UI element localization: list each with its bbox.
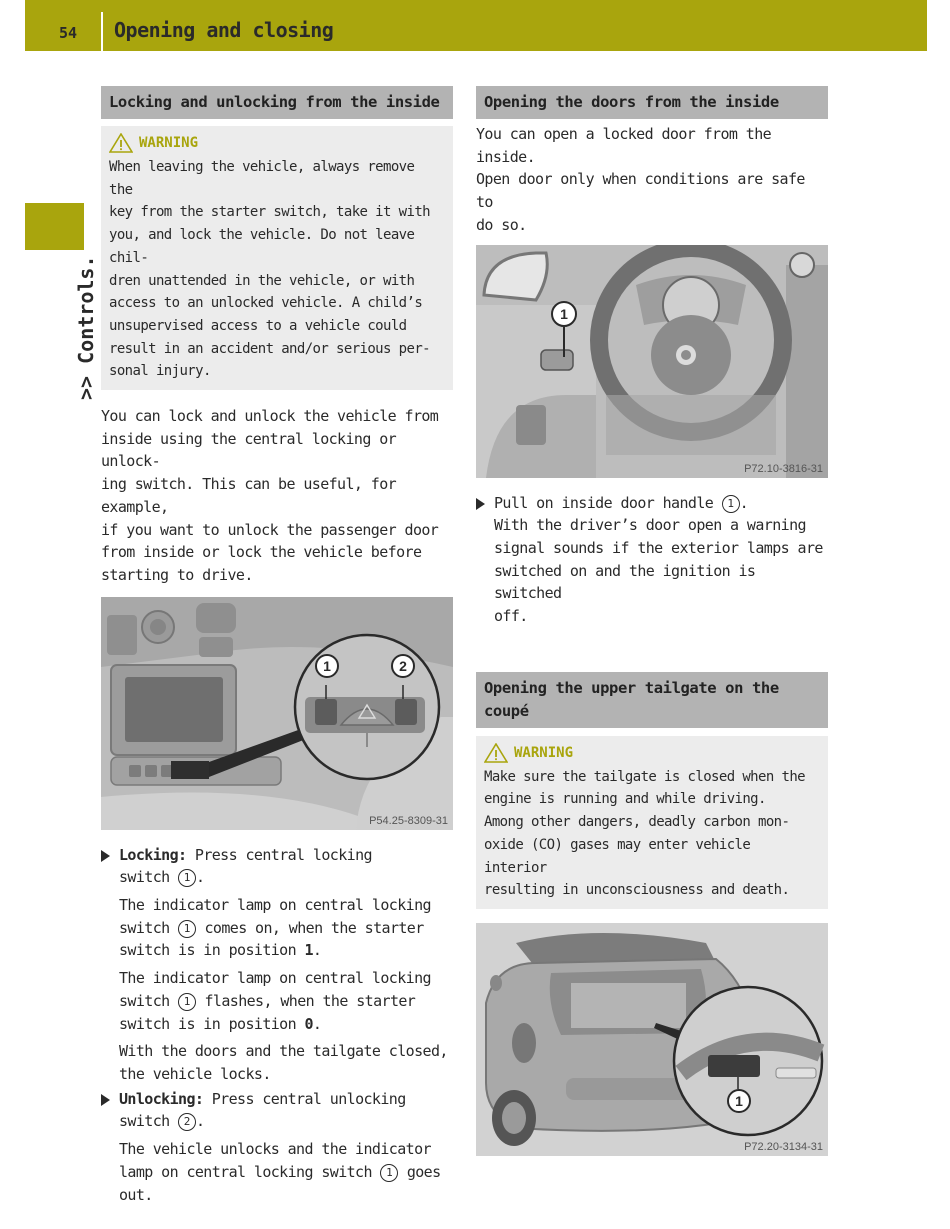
intro-paragraph-right [476,123,828,237]
text-line: inside using the central locking or unlock- [101,429,397,471]
figure-reference: P72.10-3816-31 [744,462,823,475]
text-line: You can lock and unlock the vehicle from [101,407,439,426]
warning-title [484,742,820,764]
callout-1 [727,1089,751,1113]
heading-line: coupé [484,701,529,720]
text-line: out. [119,1185,153,1204]
circled-number: 1 [178,920,196,938]
circled-number: 1 [380,1164,398,1182]
section-heading-locking: Locking and unlocking from the inside [101,86,453,119]
warning-line: sonal injury. [109,363,211,380]
text-line: signal sounds if the exterior lamps are [494,538,823,557]
circled-number: 1 [178,869,196,887]
step-pull-handle: Pull on inside door handle 1 . With the driver’s door open a warning signal sounds if the exterior lamps are switched on and the ignition is switched off. [476,492,828,628]
callout-1 [315,654,339,678]
warning-triangle-icon [484,743,508,763]
step-unlocking: Unlocking: Press central unlocking switch 2 . The vehicle unlocks and the indicator lamp on central locking switch 1 goes out. [101,1088,453,1207]
warning-line: you, and lock the vehicle. Do not leave chil- [109,227,415,266]
warning-line: Among other dangers, deadly carbon mon- [484,814,790,831]
position-value: 1 [304,941,313,960]
text-line: The vehicle unlocks and the indicator [119,1140,431,1159]
text-line: goes [406,1162,441,1181]
text-line: switch is in position [119,1014,297,1033]
warning-box-left [101,126,453,390]
text-line: switch [119,918,170,937]
callout-2 [391,654,415,678]
warning-line: Make sure the tailgate is closed when the [484,768,805,785]
warning-line: dren unattended in the vehicle, or with [109,272,415,289]
text-line: comes on, when the starter [204,918,424,937]
text-line: You can open a locked door from the inside. [476,125,772,166]
page-number: 54 [58,24,78,42]
step-text: switch [119,868,170,887]
figure-tailgate [476,923,828,1156]
step-label: Unlocking: [119,1089,204,1108]
circled-number: 1 [178,993,196,1011]
text-line: Open door only when conditions are safe to [476,170,805,212]
header-divider [101,12,103,51]
step-label: Locking: [119,845,187,864]
step-arrow-icon [101,1094,110,1106]
text-line: With the doors and the tailgate closed, [119,1042,448,1061]
step-text: Press central unlocking [211,1089,406,1108]
text-line: switched on and the ignition is switched [494,561,756,603]
text-line: ing switch. This can be useful, for example, [101,475,397,516]
text-line: switch is in position [119,941,297,960]
dashboard-illustration [101,597,453,830]
figure-central-locking-switch [101,597,453,830]
step-text: switch [119,1112,170,1131]
warning-box-right [476,736,828,909]
text-line: lamp on central locking switch [119,1162,372,1181]
heading-line: Opening the upper tailgate on the [484,678,779,697]
figure-door-handle [476,245,828,478]
warning-line: resulting in unconsciousness and death. [484,882,790,899]
warning-text [109,156,445,383]
section-heading-tailgate [476,672,828,728]
warning-title-text: WARNING [514,744,574,761]
chapter-title: Opening and closing [114,18,334,42]
figure-reference: P54.25-8309-31 [369,814,448,827]
section-heading-doors: Opening the doors from the inside [476,86,828,119]
right-column [476,86,828,1156]
warning-line: engine is running and while driving. [484,791,766,808]
warning-title [109,132,445,154]
callout-number: 1 [560,305,568,322]
circled-number: 1 [722,495,740,513]
callout-number: 1 [735,1092,743,1109]
text-line: starting to drive. [101,565,253,584]
warning-line: When leaving the vehicle, always remove the [109,159,415,198]
callout-number: 1 [323,657,331,674]
text-line: With the driver’s door open a warning [494,516,806,535]
side-tab-marker [25,203,84,250]
warning-line: access to an unlocked vehicle. A child’s [109,295,423,312]
text-line: off. [494,607,528,626]
position-value: 0 [304,1014,313,1033]
step-arrow-icon [476,498,485,510]
figure-reference: P72.20-3134-31 [744,1140,823,1153]
interior-illustration [476,245,828,478]
callout-number: 2 [399,657,407,674]
text-line: The indicator lamp on central locking [119,896,431,915]
car-rear-illustration [476,923,828,1156]
step-locking: Locking: Press central locking switch 1 . The indicator lamp on central locking switch 1 comes on, when the starter switch is in position 1. The indicator lamp on central locking switch 1 flashes, when the starter switch is in position 0. With the doors and the tailgate closed, the vehicle locks. [101,844,453,1086]
text-line: flashes, when the starter [204,991,416,1010]
text-line: from inside or lock the vehicle before [101,543,422,562]
callout-1 [551,301,577,327]
warning-line: key from the starter switch, take it with [109,204,430,221]
step-text: Pull on inside door handle [494,493,714,512]
side-section-label: >> Controls. [74,255,98,400]
callout-line [563,327,565,357]
warning-triangle-icon [109,133,133,153]
text-line: The indicator lamp on central locking [119,969,431,988]
text-line: do so. [476,215,527,234]
left-column [101,86,453,1206]
warning-text [484,766,820,902]
text-line: the vehicle locks. [119,1064,271,1083]
warning-title-text: WARNING [139,135,199,151]
step-arrow-icon [101,850,110,862]
intro-paragraph-left [101,405,453,587]
warning-line: oxide (CO) gases may enter vehicle interior [484,836,751,876]
warning-line: result in an accident and/or serious per- [109,340,430,357]
text-line: if you want to unlock the passenger door [101,520,439,539]
warning-line: unsupervised access to a vehicle could [109,317,407,334]
step-text: Press central locking [194,845,372,864]
text-line: switch [119,991,170,1010]
circled-number: 2 [178,1113,196,1131]
